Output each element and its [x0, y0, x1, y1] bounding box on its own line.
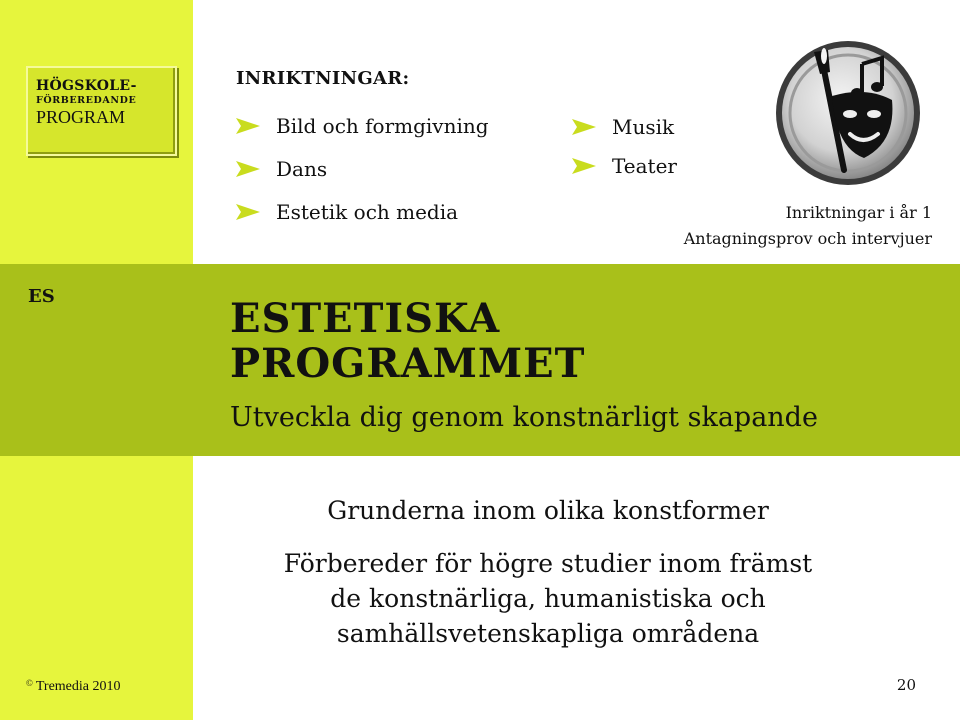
inriktning-label: Musik — [612, 115, 675, 139]
page-number: 20 — [896, 676, 916, 694]
footer-copyright — [26, 678, 121, 695]
badge-line-2: FÖRBEREDANDE — [36, 95, 137, 106]
subtitle: Utveckla dig genom konstnärligt skapande — [230, 402, 818, 433]
arrow-bullet-icon — [236, 204, 260, 220]
inriktningar-heading: INRIKTNINGAR: — [236, 68, 410, 89]
inriktning-label: Teater — [612, 154, 677, 178]
body-point-2-line-2: de konstnärliga, humanistiska och — [330, 584, 766, 613]
body-point-2 — [193, 546, 903, 651]
info-line-1: Inriktningar i år 1 — [785, 203, 932, 222]
inriktning-item — [236, 157, 327, 181]
page-title — [230, 296, 585, 386]
arts-program-icon — [770, 38, 926, 188]
badge-line-3: PROGRAM — [36, 107, 126, 127]
program-type-badge — [26, 66, 177, 156]
inriktning-item — [572, 115, 674, 139]
inriktning-label: Bild och formgivning — [276, 114, 489, 138]
arrow-bullet-icon — [572, 119, 596, 135]
footer-text: Tremedia 2010 — [35, 679, 121, 694]
body-point-1: Grunderna inom olika konstformer — [327, 496, 769, 525]
info-line-2: Antagningsprov och intervjuer — [683, 229, 932, 248]
arrow-bullet-icon — [572, 158, 596, 174]
inriktning-label: Dans — [276, 157, 328, 181]
inriktning-label: Estetik och media — [276, 200, 459, 224]
inriktning-item — [572, 154, 677, 178]
badge-line-1: HÖGSKOLE- — [36, 78, 137, 94]
body-point-2-line-1: Förbereder för högre studier inom främst — [283, 549, 813, 578]
program-code: ES — [28, 286, 55, 307]
title-line-1: ESTETISKA — [230, 295, 501, 342]
copyright-symbol: © — [26, 678, 33, 688]
arrow-bullet-icon — [236, 118, 260, 134]
arrow-bullet-icon — [236, 161, 260, 177]
inriktning-item — [236, 114, 489, 138]
body-point-2-line-3: samhällsvetenskapliga områdena — [336, 619, 760, 648]
title-line-2: PROGRAMMET — [230, 340, 586, 387]
inriktning-item — [236, 200, 458, 224]
